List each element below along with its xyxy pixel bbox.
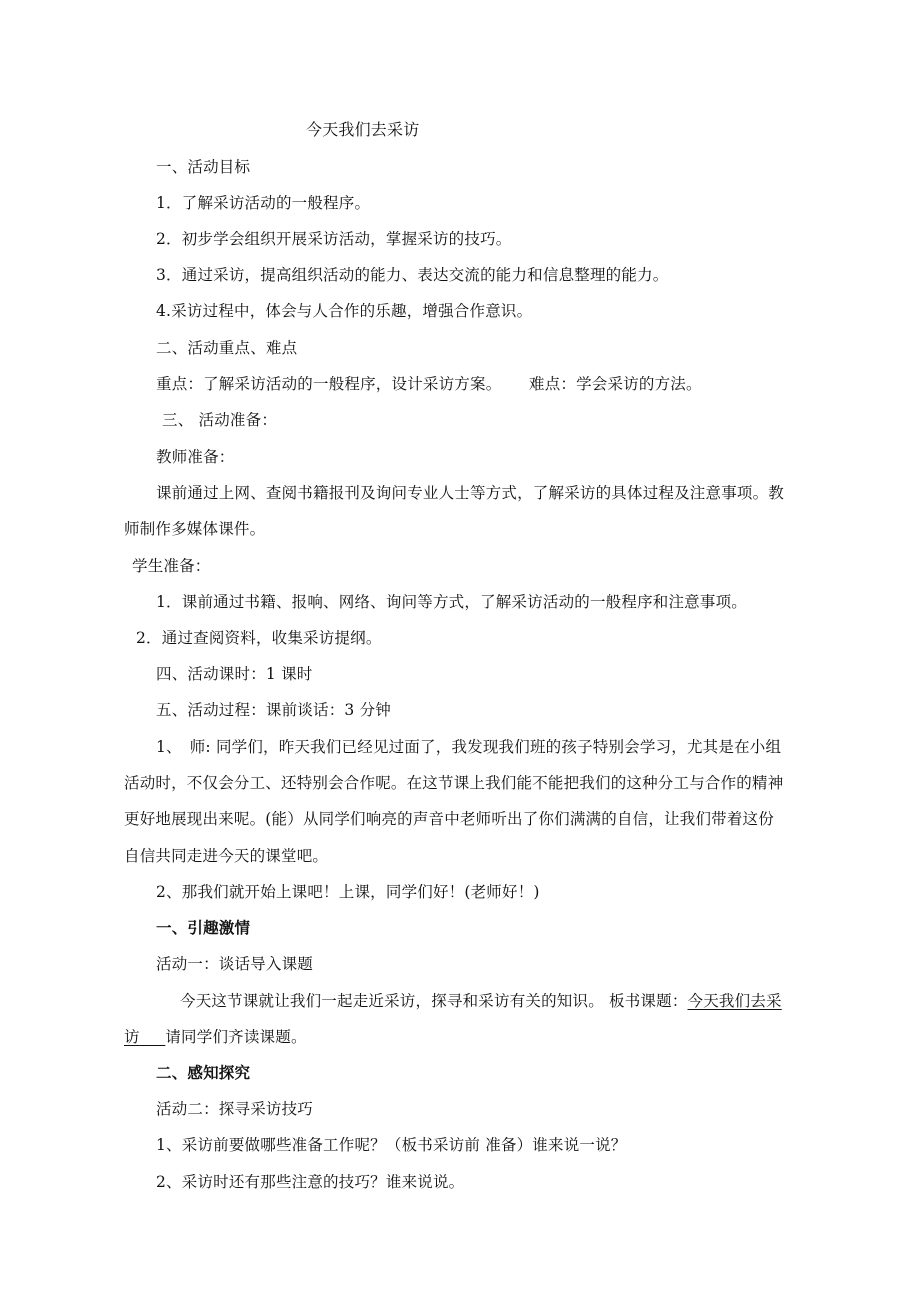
board-title-char: 访: [124, 1028, 140, 1046]
difficult-point-text: 难点：学会采访的方法。: [529, 375, 702, 393]
part-heading-exploration: 二、感知探究: [156, 1064, 251, 1082]
board-title-underlined: [124, 1028, 165, 1046]
section-heading-preparation: 三、 活动准备：: [162, 411, 278, 429]
section-heading-process: 五、活动过程：课前谈话：3 分钟: [156, 701, 391, 719]
talk-paragraph-line: 1、 师: 同学们，昨天我们已经见过面了，我发现我们班的孩子特别会学习，尤其是在小组: [156, 738, 782, 756]
goal-item: 2．初步学会组织开展采访活动，掌握采访的技巧。: [156, 230, 512, 248]
student-prep-item: 2．通过查阅资料，收集采访提纲。: [136, 629, 382, 647]
talk-paragraph-line: 更好地展现出来呢。(能）从同学们响亮的声音中老师听出了你们满满的自信，让我们带着这份: [124, 810, 774, 828]
goal-item: 3．通过采访，提高组织活动的能力、表达交流的能力和信息整理的能力。: [156, 266, 669, 284]
activity-two-label: 活动二：探寻采访技巧: [156, 1100, 314, 1118]
talk-paragraph-line: 活动时，不仅会分工、还特别会合作呢。在这节课上我们能不能把我们的这种分工与合作的精神: [124, 774, 784, 792]
section-heading-key-points: 二、活动重点、难点: [156, 339, 298, 357]
activity-one-label: 活动一：谈话导入课题: [156, 955, 314, 973]
key-point-text: 重点：了解采访活动的一般程序，设计采访方案。: [156, 375, 502, 393]
question-item: 1、采访前要做哪些准备工作呢？（板书采访前 准备）谁来说一说？: [156, 1136, 627, 1154]
activity-one-text: [180, 991, 782, 1011]
talk-paragraph-2: 2、那我们就开始上课吧！上课，同学们好！(老师好！): [156, 883, 540, 901]
student-prep-label: 学生准备：: [132, 557, 211, 575]
teacher-prep-text: 课前通过上网、查阅书籍报刊及询问专业人士等方式，了解采访的具体过程及注意事项。教: [156, 484, 785, 502]
question-item: 2、采访时还有那些注意的技巧？谁来说说。: [156, 1173, 465, 1191]
teacher-prep-text: 师制作多媒体课件。: [124, 520, 266, 538]
part-heading-introduction: 一、引趣激情: [156, 919, 251, 937]
talk-paragraph-line: 自信共同走进今天的课堂吧。: [124, 847, 329, 865]
teacher-prep-label: 教师准备：: [156, 448, 235, 466]
student-prep-item: 1．课前通过书籍、报响、网络、询问等方式，了解采访活动的一般程序和注意事项。: [156, 593, 747, 611]
goal-item: 1．了解采访活动的一般程序。: [156, 194, 371, 212]
board-title-underlined: 今天我们去采: [687, 992, 782, 1010]
document-title: 今天我们去采访: [306, 120, 420, 139]
section-heading-goals: 一、活动目标: [156, 158, 251, 176]
section-heading-duration: 四、活动课时：1 课时: [156, 665, 313, 683]
activity-one-tail: 请同学们齐读课题。: [165, 1028, 307, 1046]
activity-one-text-continued: [124, 1027, 307, 1047]
activity-one-sentence: 今天这节课就让我们一起走近采访，探寻和采访有关的知识。 板书课题：: [180, 992, 688, 1010]
goal-item: 4.采访过程中，体会与人合作的乐趣，增强合作意识。: [156, 302, 533, 320]
